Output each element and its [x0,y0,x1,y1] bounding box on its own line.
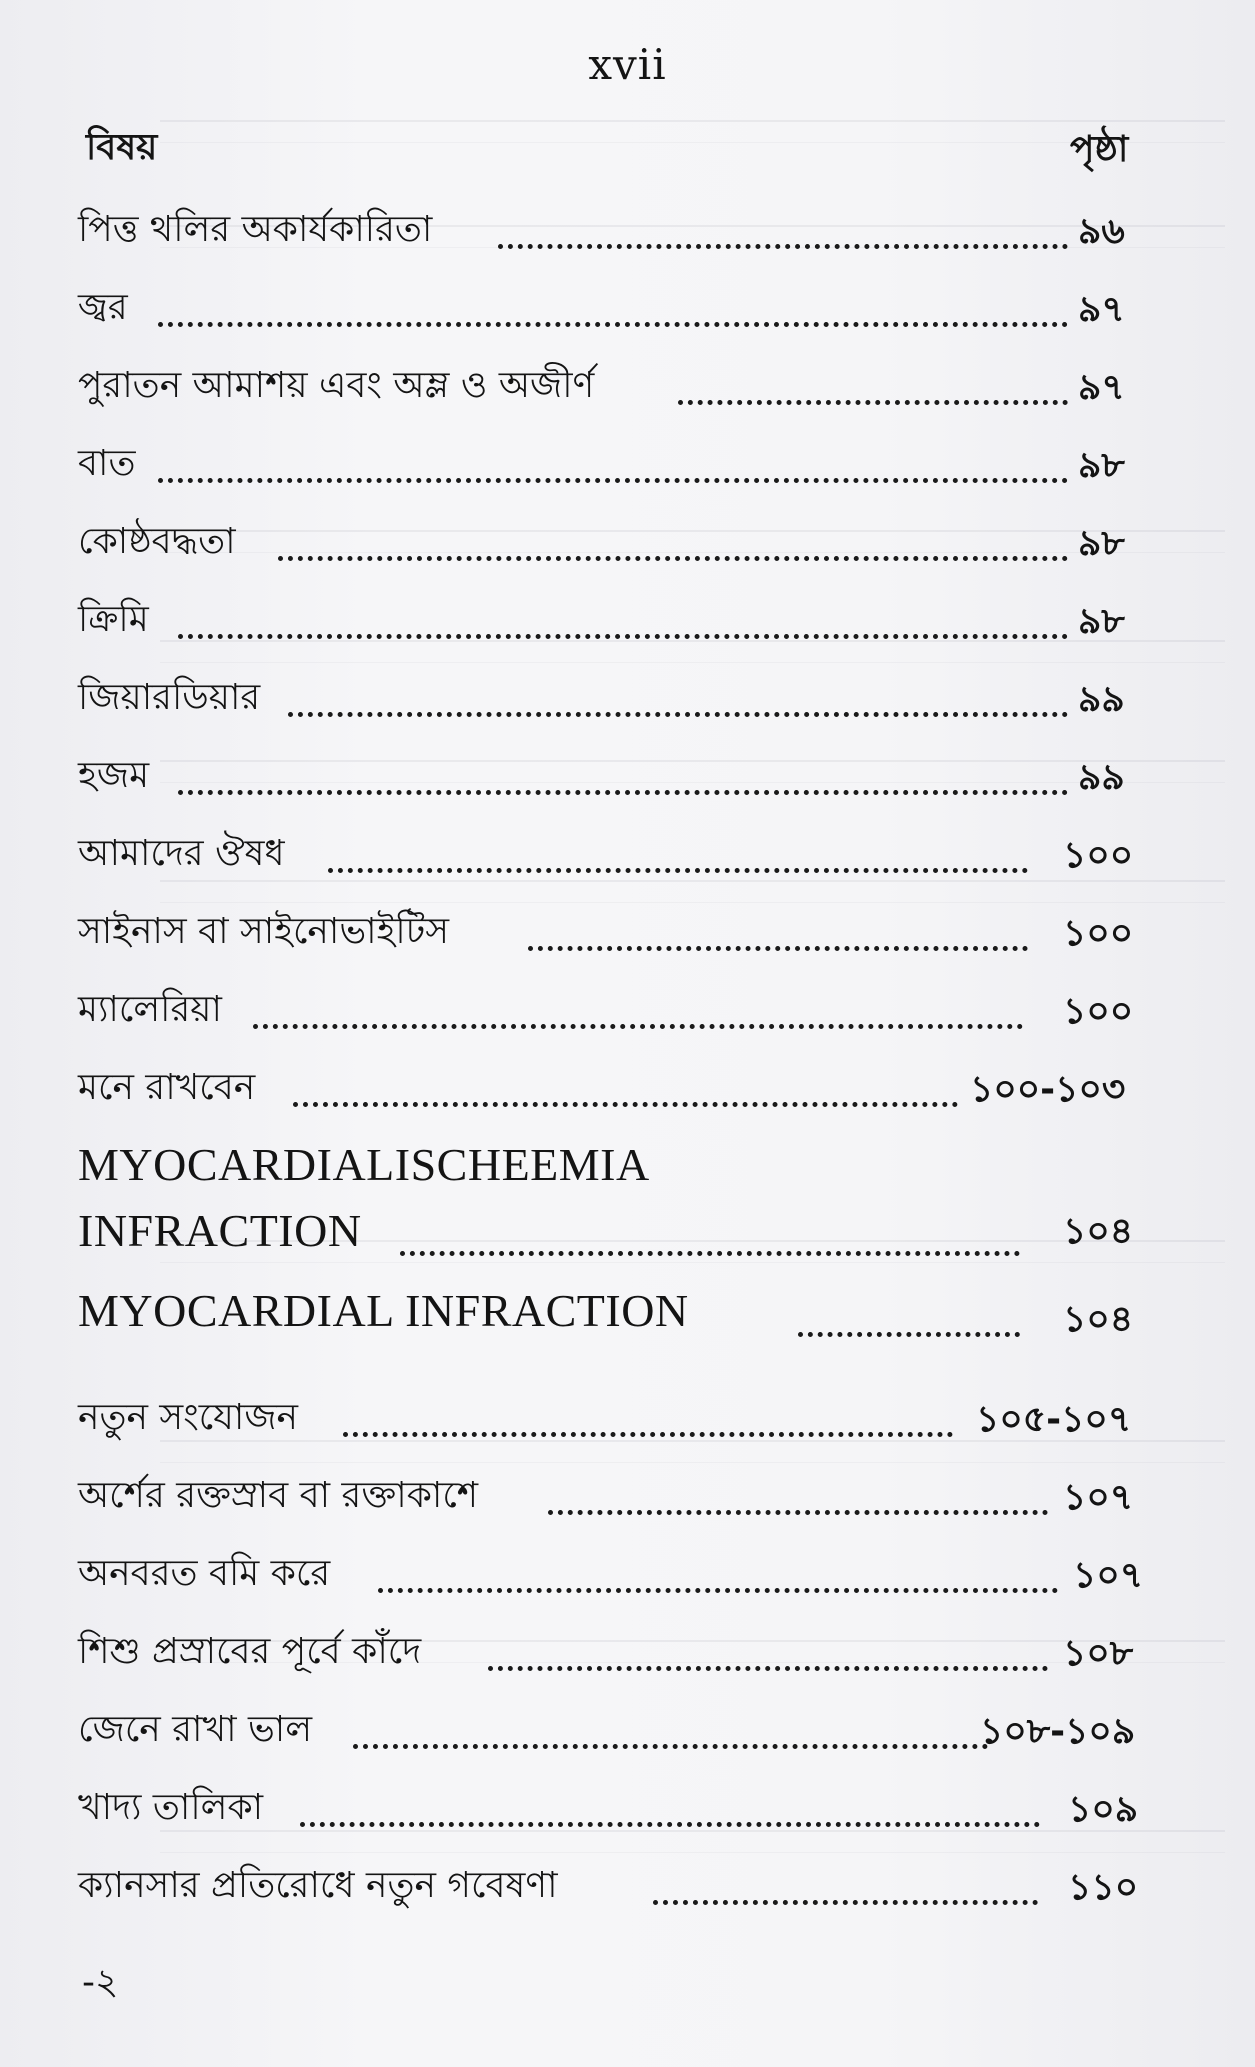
toc-entry [78,280,1158,340]
dot-leader [488,1666,1048,1671]
toc-entry-page: ৯৮ [1078,523,1125,564]
toc-entry-title: সাইনাস বা সাইনোভাইটিস [78,911,450,952]
toc-entry-page: ৯৬ [1078,211,1125,252]
toc-entry-page: ১০০-১০৩ [970,1069,1126,1110]
toc-entry-page: ১০৪ [1063,1299,1134,1340]
dot-leader [798,1332,1020,1337]
toc-entry [78,1624,1158,1684]
toc-entry-page: ১০৯ [1068,1789,1139,1830]
toc-entry [78,1780,1158,1840]
topic-column-header: বিষয় [86,127,158,168]
toc-entry-page: ৯৮ [1078,601,1125,642]
toc-entry-title: হজম [78,755,150,796]
toc-entry-title: জ্বর [78,287,128,328]
toc-entry-title: খাদ্য তালিকা [78,1787,264,1828]
toc-entry-page: ১০০ [1063,835,1134,876]
dot-leader [178,790,1068,795]
dot-leader [528,946,1028,951]
toc-entry [78,982,1158,1042]
toc-entry-page: ১০৮ [1063,1633,1134,1674]
toc-entry [78,1858,1158,1918]
toc-entry-title: শিশু প্রস্রাবের পূর্বে কাঁদে [78,1631,422,1672]
page-column-header: পৃষ্ঠা [1070,129,1129,170]
toc-entry-title: MYOCARDIAL INFRACTION [78,1285,689,1336]
toc-entry [78,1284,1158,1344]
dot-leader [343,1432,953,1437]
toc-entry [78,1546,1158,1606]
toc-entry [78,514,1158,574]
toc-entry-title: ক্যানসার প্রতিরোধে নতুন গবেষণা [78,1865,558,1906]
toc-entry [78,1468,1158,1528]
toc-entry [78,1060,1158,1120]
dot-leader [253,1024,1023,1029]
toc-entry-page: ৯৮ [1078,445,1125,486]
dot-leader [293,1102,958,1107]
toc-entry-page: ১০০ [1063,913,1134,954]
dot-leader [353,1744,988,1749]
dot-leader [278,556,1068,561]
toc-entry [78,904,1158,964]
toc-entry-title: অর্শের রক্তস্রাব বা রক্তাকাশে [78,1475,479,1516]
toc-entry [78,1138,1158,1278]
dot-leader [498,244,1068,249]
toc-entry-title: MYOCARDIALISCHEEMIA [78,1139,650,1190]
toc-entry-title: পুরাতন আমাশয় এবং অম্ল ও অজীর্ণ [78,365,595,406]
toc-entry-title: জেনে রাখা ভাল [78,1709,313,1750]
dot-leader [678,400,1068,405]
signature-mark: -২ [82,1962,119,2003]
toc-entry-title: বাত [78,443,136,484]
toc-entry-page: ৯৭ [1078,367,1125,408]
dot-leader [400,1251,1020,1256]
toc-entry-title: পিত্ত থলির অকার্যকারিতা [78,209,433,250]
toc-entry-page: ১০০ [1063,991,1134,1032]
toc-entry-page: ১০৭ [1063,1477,1134,1518]
dot-leader [178,634,1068,639]
dot-leader [378,1588,1058,1593]
toc-entry-page: ১০৭ [1073,1555,1144,1596]
toc-entry-page: ৯৯ [1078,757,1125,798]
dot-leader [288,712,1068,717]
toc-entry [78,1390,1158,1450]
dot-leader [158,322,1068,327]
toc-entry [78,202,1158,262]
toc-entry-title: নতুন সংযোজন [78,1397,299,1438]
toc-entry [78,748,1158,808]
toc-entry-page: ১০৮-১০৯ [980,1711,1136,1752]
dot-leader [158,478,1068,483]
toc-entry-title: অনবরত বমি করে [78,1553,331,1594]
toc-entry-title: ম্যালেরিয়া [78,989,222,1030]
toc-entry [78,1702,1158,1762]
toc-entry-title: মনে রাখবেন [78,1067,256,1108]
toc-entry-title: জিয়ারডিয়ার [78,677,261,718]
toc-entry-title: কোষ্ঠবদ্ধতা [78,521,236,562]
toc-entry-page: ৯৭ [1078,289,1125,330]
toc-entry-page: ১০৪ [1063,1211,1134,1252]
toc-entry [78,826,1158,886]
dot-leader [328,868,1028,873]
toc-entry-page: ১১০ [1068,1867,1139,1908]
page-number: xvii [588,40,667,89]
toc-entry-title: আমাদের ঔষধ [78,833,285,874]
toc-entry-page: ৯৯ [1078,679,1125,720]
dot-leader [548,1510,1048,1515]
toc-entry [78,670,1158,730]
dot-leader [300,1822,1040,1827]
toc-entry-title-line2: INFRACTION [78,1205,362,1256]
bleed-through-line [160,120,1225,143]
toc-entry [78,436,1158,496]
toc-entry [78,592,1158,652]
dot-leader [653,1900,1038,1905]
toc-entry-title: ক্রিমি [78,599,149,640]
toc-entry-page: ১০৫-১০৭ [976,1399,1132,1440]
toc-entry [78,358,1158,418]
